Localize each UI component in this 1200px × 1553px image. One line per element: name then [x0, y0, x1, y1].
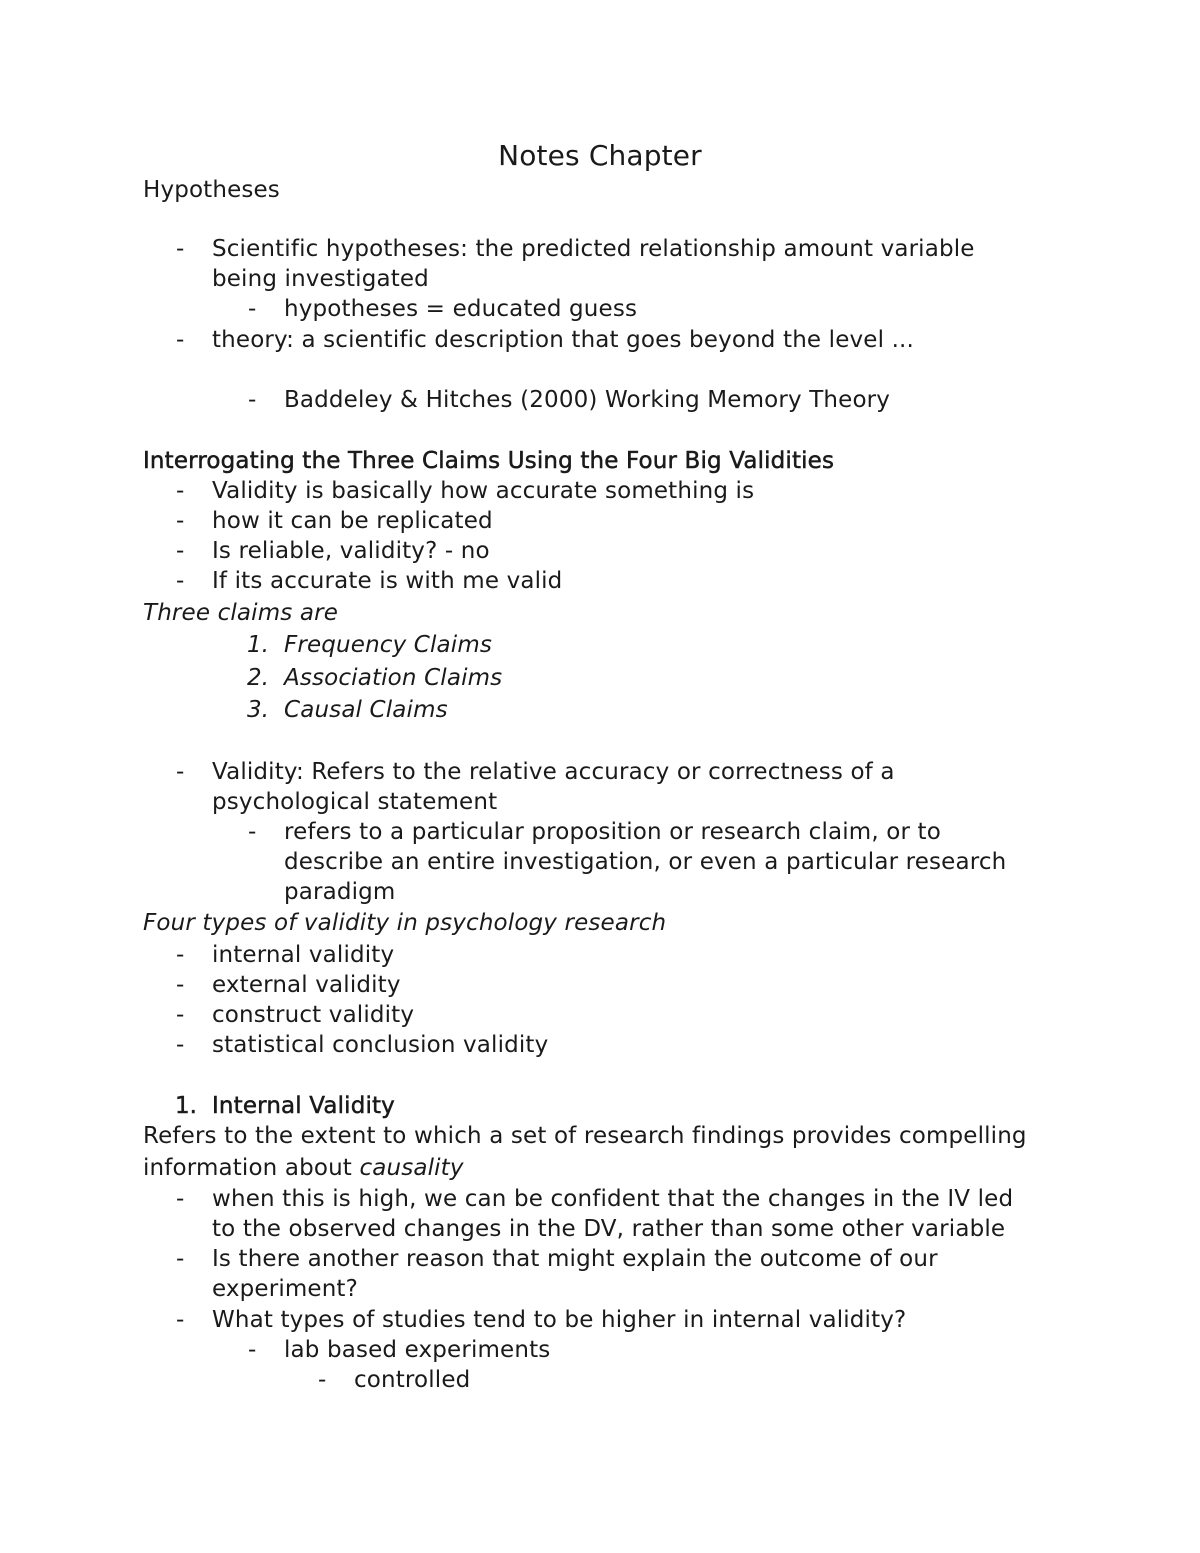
validity-type: internal validity	[212, 942, 395, 968]
iv-item-1b: to the observed changes in the DV, rather than some other variable	[212, 1216, 1006, 1242]
iv-item-3-subsub: controlled	[354, 1367, 471, 1393]
bullet-dash: -	[248, 387, 257, 413]
validity-sub-a: refers to a particular proposition or research claim, or to	[284, 819, 941, 845]
bullet-dash: -	[248, 1337, 257, 1363]
validity-type: construct validity	[212, 1002, 415, 1028]
hypothesis-sub: hypotheses = educated guess	[284, 296, 638, 322]
iv-item-1a: when this is high, we can be confident that the changes in the IV led	[212, 1186, 1014, 1212]
claim-item: Association Claims	[284, 665, 503, 691]
bullet-dash: -	[176, 538, 185, 564]
bullet-dash: -	[176, 1186, 185, 1212]
list-number: 3.	[247, 697, 269, 723]
bullet-dash: -	[176, 236, 185, 262]
claim-item: Frequency Claims	[284, 632, 493, 658]
internal-validity-heading: Internal Validity	[212, 1093, 395, 1119]
hypotheses-heading: Hypotheses	[143, 177, 280, 203]
bullet-dash: -	[176, 1246, 185, 1272]
bullet-dash: -	[176, 508, 185, 534]
list-number: 1.	[247, 632, 269, 658]
iv-item-3-sub: lab based experiments	[284, 1337, 551, 1363]
bullet-dash: -	[176, 972, 185, 998]
bullet-dash: -	[176, 478, 185, 504]
three-claims-heading: Three claims are	[143, 600, 339, 626]
bullet-dash: -	[176, 759, 185, 785]
validity-sub-c: paradigm	[284, 879, 396, 905]
bullet-dash: -	[176, 568, 185, 594]
validity-def-b: psychological statement	[212, 789, 498, 815]
list-number: 2.	[247, 665, 269, 691]
validity-type: external validity	[212, 972, 401, 998]
internal-def-b-text: information about	[143, 1155, 360, 1181]
hypothesis-line-1b: being investigated	[212, 266, 429, 292]
interrogating-item: If its accurate is with me valid	[212, 568, 563, 594]
internal-def-a: Refers to the extent to which a set of research findings provides compelling	[143, 1123, 1027, 1149]
bullet-dash: -	[176, 1032, 185, 1058]
claim-item: Causal Claims	[284, 697, 448, 723]
theory-example: Baddeley & Hitches (2000) Working Memory Theory	[284, 387, 891, 413]
internal-def-b-italic: causality	[359, 1155, 464, 1181]
validity-sub-b: describe an entire investigation, or even a particular research	[284, 849, 1007, 875]
page-title: Notes Chapter	[498, 139, 702, 172]
interrogating-item: Is reliable, validity? - no	[212, 538, 490, 564]
theory-line: theory: a scientific description that goes beyond the level ...	[212, 327, 914, 353]
hypothesis-line-1a: Scientific hypotheses: the predicted relationship amount variable	[212, 236, 975, 262]
interrogating-item: Validity is basically how accurate something is	[212, 478, 755, 504]
iv-item-3: What types of studies tend to be higher in internal validity?	[212, 1307, 907, 1333]
iv-item-2b: experiment?	[212, 1276, 358, 1302]
bullet-dash: -	[318, 1367, 327, 1393]
four-types-heading: Four types of validity in psychology research	[143, 910, 667, 936]
bullet-dash: -	[248, 296, 257, 322]
internal-def-b	[143, 1153, 464, 1183]
interrogating-item: how it can be replicated	[212, 508, 493, 534]
bullet-dash: -	[176, 1307, 185, 1333]
bullet-dash: -	[176, 942, 185, 968]
bullet-dash: -	[176, 1002, 185, 1028]
interrogating-heading: Interrogating the Three Claims Using the Four Big Validities	[143, 448, 835, 474]
bullet-dash: -	[248, 819, 257, 845]
bullet-dash: -	[176, 327, 185, 353]
iv-item-2a: Is there another reason that might explain the outcome of our	[212, 1246, 938, 1272]
validity-type: statistical conclusion validity	[212, 1032, 549, 1058]
validity-def-a: Validity: Refers to the relative accuracy or correctness of a	[212, 759, 895, 785]
section-number: 1.	[175, 1093, 197, 1119]
